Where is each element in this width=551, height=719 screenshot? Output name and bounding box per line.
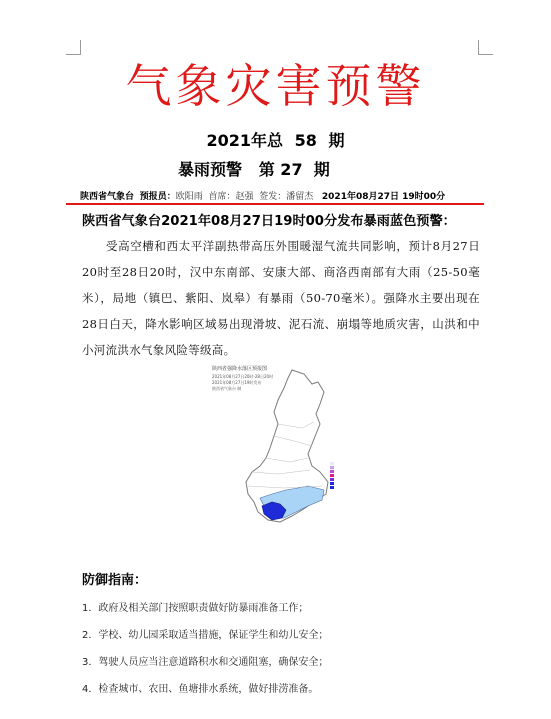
issue-seq-unit: 期 [313, 160, 330, 179]
map-legend [330, 462, 334, 489]
issuer-name: 陕西省气象台 [80, 192, 135, 202]
rainfall-forecast-map [208, 362, 354, 538]
guide-item: 4．检查城市、农田、鱼塘排水系统，做好排涝准备。 [82, 684, 319, 695]
page-corner-mark-left [66, 40, 81, 55]
warning-body: 受高空槽和西太平洋副热带高压外围暖湿气流共同影响，预计8月27日20时至28日20时，汉中东南部、安康大部、商洛西南部有大雨（25-50毫米），局地（镇巴、紫阳、岚皋）有暴雨（50-70毫米）。强降水主要出现在28日白天，降水影响区域易出现滑坡、泥石流、崩塌等地质灾害，山洪和中小河流洪水气象风险等级高。 [82, 239, 480, 357]
page-corner-mark-right [478, 40, 493, 55]
issue-seq-number: 第 27 [258, 160, 303, 179]
forecaster-label: 预报员： [139, 192, 176, 202]
header-divider [66, 203, 484, 205]
issue-year-label: 2021年总 [206, 131, 284, 150]
signer-label: 签发： [259, 192, 287, 202]
reviewer-label: 首席： [208, 192, 236, 202]
province-map-svg [208, 362, 354, 538]
map-title: 陕西省强降水落区预报图 [212, 366, 268, 372]
issuer-meta-line [80, 189, 480, 202]
map-subtitle-maker: 陕西省气象台 制 [212, 386, 242, 391]
reviewer-name: 赵强 [235, 192, 254, 202]
signer-name: 潘留杰 [286, 192, 314, 202]
warning-type-label: 暴雨预警 [178, 160, 243, 179]
guide-item: 3．驾驶人员应当注意道路积水和交通阻塞，确保安全； [82, 657, 329, 668]
guide-item: 1．政府及相关部门按照职责做好防暴雨准备工作； [82, 603, 309, 614]
defense-guide-title: 防御指南： [82, 573, 148, 588]
issue-total-line [0, 128, 551, 151]
map-subtitle-period: 2021年08月27日20时-28日20时 [212, 374, 274, 379]
map-subtitle-issued: 2021年08月27日19时发布 [212, 380, 262, 385]
forecaster-name: 欧阳雨 [175, 192, 203, 202]
document-title: 气象灾害预警 [125, 59, 426, 113]
issue-datetime: 2021年08月27日 19时00分 [321, 192, 446, 202]
issue-total-number: 58 [294, 131, 317, 150]
issue-seq-line [178, 157, 330, 180]
guide-item: 2．学校、幼儿园采取适当措施，保证学生和幼儿安全； [82, 630, 329, 641]
warning-headline: 陕西省气象台2021年08月27日19时00分发布暴雨蓝色预警： [82, 214, 456, 229]
issue-total-unit: 期 [328, 131, 345, 150]
